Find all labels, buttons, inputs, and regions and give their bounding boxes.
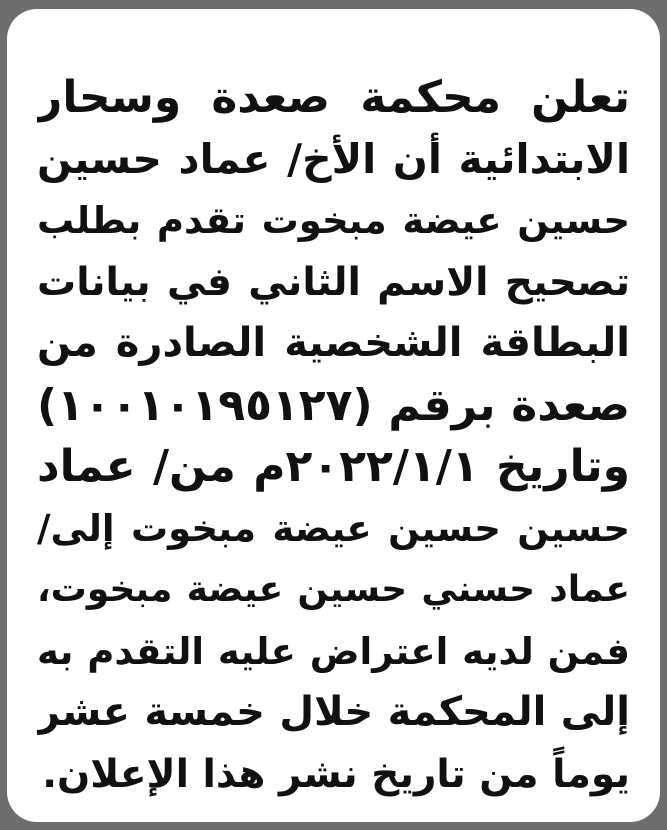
notice-line-6: صعدة برقم (١٠٠١٠١٩٥١٢٧) bbox=[37, 379, 630, 431]
notice-line-4: تصحيح الاسم الثاني في بيانات bbox=[37, 259, 630, 305]
notice-line-8: حسين حسين عيضة مبخوت إلى/ bbox=[37, 506, 630, 550]
notice-line-1: تعلن محكمة صعدة وسحار bbox=[37, 72, 630, 123]
notice-line-7: وتاريخ ٢٠٢٢/١/١م من/ عماد bbox=[37, 441, 630, 492]
notice-line-5: البطاقة الشخصية الصادرة من bbox=[37, 320, 630, 366]
notice-line-11: إلى المحكمة خلال خمسة عشر bbox=[37, 689, 630, 735]
notice-line-12: يوماً من تاريخ نشر هذا الإعلان. bbox=[42, 751, 630, 797]
notice-line-3: حسين عيضة مبخوت تقدم بطلب bbox=[37, 199, 630, 242]
notice-card bbox=[7, 9, 660, 822]
notice-line-9: عماد حسني حسين عيضة مبخوت، bbox=[37, 569, 630, 610]
notice-line-2: الابتدائية أن الأخ/ عماد حسين bbox=[37, 134, 630, 183]
notice-line-10: فمن لديه اعتراض عليه التقدم به bbox=[37, 629, 630, 673]
notice-text bbox=[37, 67, 630, 805]
